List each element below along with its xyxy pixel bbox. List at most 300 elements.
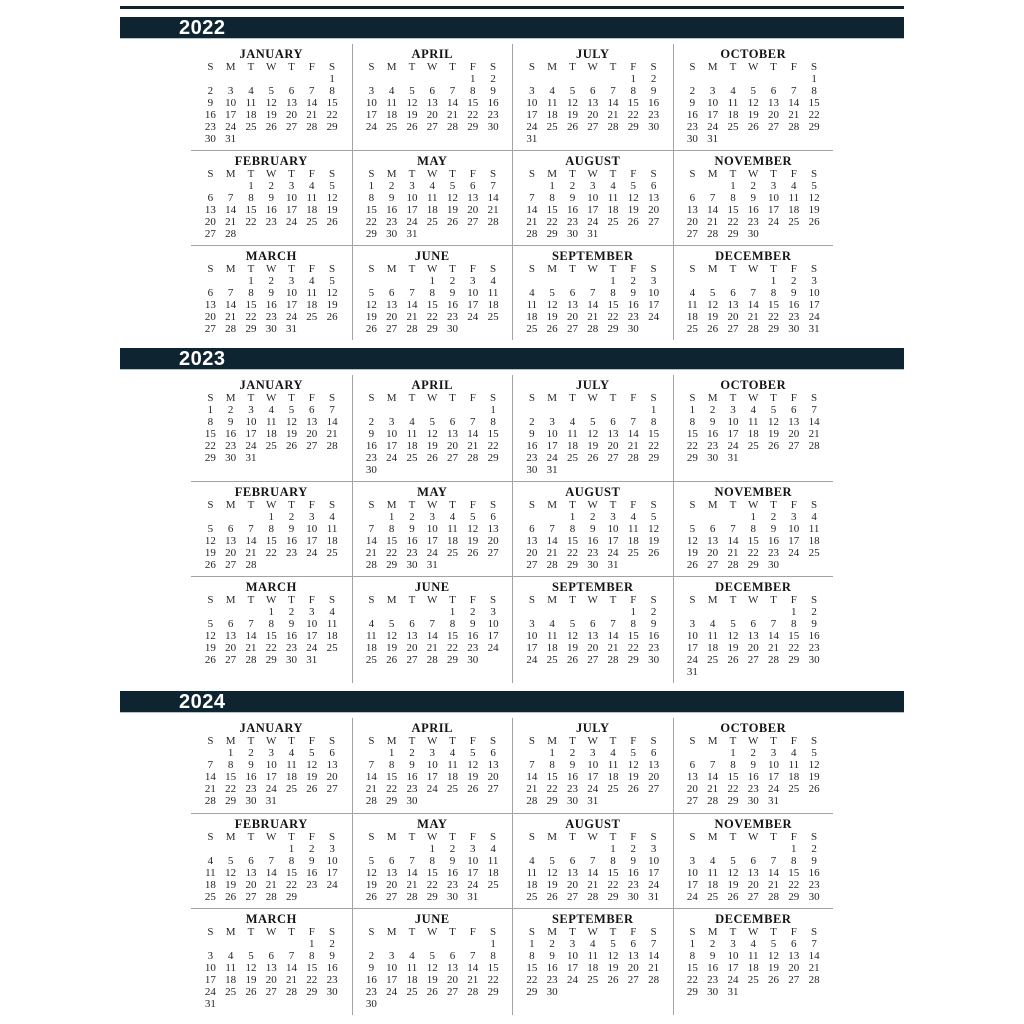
day-cell: 23: [204, 121, 216, 133]
day-cell: 5: [470, 511, 476, 523]
weekday-letter: M: [707, 499, 718, 511]
weekday-letter: S: [368, 61, 375, 73]
day-cell: 2: [709, 938, 716, 950]
empty-day-cell: [422, 938, 442, 950]
day-cell: 27: [526, 559, 538, 571]
week-row: [361, 109, 503, 121]
day-cell: 14: [768, 630, 780, 642]
day-cell: 3: [490, 606, 496, 618]
day-cell: 18: [607, 204, 619, 216]
day-cell: 6: [589, 85, 596, 97]
empty-day-cell: [723, 666, 743, 678]
day-cell: 30: [707, 452, 719, 464]
day-cell: 20: [406, 642, 418, 654]
day-cell: 5: [288, 404, 295, 416]
weekday-letter: S: [811, 392, 818, 404]
day-cell: 27: [707, 559, 719, 571]
empty-day-cell: [361, 843, 381, 855]
month-title: FEBRUARY: [234, 154, 308, 168]
day-cell: 25: [707, 891, 719, 903]
day-cell: 13: [265, 962, 277, 974]
month-cell: [191, 375, 352, 481]
day-cell: 23: [365, 986, 377, 998]
day-cell: 21: [768, 879, 780, 891]
day-cell: 1: [288, 843, 295, 855]
month-weeks: [522, 180, 664, 240]
day-cell: 2: [227, 404, 234, 416]
day-cell: 27: [326, 783, 338, 795]
weekday-letter: F: [469, 926, 476, 938]
month-weeks: [200, 938, 342, 1010]
weekday-letter: S: [490, 831, 497, 843]
day-cell: 16: [566, 771, 578, 783]
day-cell: 13: [607, 428, 619, 440]
day-cell: 31: [265, 795, 277, 807]
day-cell: 28: [546, 559, 558, 571]
week-row: [522, 559, 664, 571]
day-cell: 4: [329, 606, 335, 618]
month-title: NOVEMBER: [714, 485, 793, 499]
day-cell: 4: [268, 404, 274, 416]
week-row: [361, 547, 503, 559]
day-cell: 15: [286, 867, 298, 879]
week-row: [682, 228, 824, 240]
day-cell: 30: [326, 986, 338, 998]
day-cell: 21: [707, 216, 719, 228]
week-row: [200, 228, 342, 240]
day-cell: 1: [549, 747, 555, 759]
weekday-letter: T: [729, 61, 737, 73]
weekday-letter: T: [770, 392, 777, 404]
week-row: [682, 759, 824, 771]
day-cell: 13: [648, 192, 660, 204]
day-cell: 18: [707, 879, 719, 891]
day-cell: 23: [326, 974, 338, 986]
weekday-letter: S: [811, 735, 818, 747]
week-row: [200, 535, 342, 547]
day-cell: 21: [627, 440, 639, 452]
week-row: [522, 464, 664, 476]
weekday-letter: W: [427, 168, 438, 180]
weekday-letter: S: [207, 831, 214, 843]
week-row: [361, 523, 503, 535]
day-cell: 17: [546, 440, 558, 452]
weekday-letter: F: [308, 594, 315, 606]
day-cell: 31: [587, 795, 599, 807]
day-cell: 25: [487, 879, 499, 891]
month-cell: [191, 245, 352, 340]
day-cell: 6: [449, 950, 456, 962]
empty-day-cell: [703, 275, 723, 287]
week-row: [361, 950, 503, 962]
empty-day-cell: [422, 464, 442, 476]
day-cell: 26: [808, 216, 820, 228]
day-cell: 10: [768, 759, 780, 771]
day-cell: 26: [747, 121, 759, 133]
weekday-letter: M: [225, 735, 236, 747]
day-cell: 9: [288, 618, 295, 630]
weekday-header: [522, 499, 664, 511]
day-cell: 4: [811, 511, 817, 523]
empty-day-cell: [422, 404, 442, 416]
day-cell: 13: [566, 299, 578, 311]
weekday-letter: W: [427, 735, 438, 747]
month-day-grid: [361, 831, 503, 903]
day-cell: 24: [467, 311, 479, 323]
day-cell: 11: [406, 962, 418, 974]
day-cell: 28: [225, 323, 237, 335]
day-cell: 4: [750, 938, 756, 950]
day-cell: 22: [487, 974, 499, 986]
day-cell: 28: [225, 228, 237, 240]
day-cell: 12: [286, 416, 298, 428]
month-day-grid: [200, 499, 342, 571]
week-row: [522, 891, 664, 903]
day-cell: 6: [529, 523, 535, 535]
day-cell: 25: [487, 311, 499, 323]
day-cell: 23: [627, 879, 639, 891]
day-cell: 3: [248, 404, 254, 416]
day-cell: 13: [566, 867, 578, 879]
day-cell: 30: [225, 452, 237, 464]
empty-day-cell: [763, 843, 783, 855]
day-cell: 24: [727, 974, 739, 986]
week-row: [200, 311, 342, 323]
day-cell: 9: [529, 428, 535, 440]
day-cell: 12: [204, 630, 216, 642]
empty-day-cell: [623, 133, 643, 145]
day-cell: 15: [627, 97, 639, 109]
weekday-header-row: [361, 61, 503, 73]
month-day-grid: [361, 594, 503, 666]
day-cell: 7: [368, 759, 375, 771]
week-row: [361, 464, 503, 476]
day-cell: 6: [610, 416, 616, 428]
empty-day-cell: [603, 404, 623, 416]
weekday-letter: T: [729, 263, 737, 275]
day-cell: 13: [487, 759, 499, 771]
day-cell: 22: [768, 311, 780, 323]
day-cell: 24: [788, 547, 800, 559]
week-row: [682, 855, 824, 867]
day-cell: 23: [808, 642, 820, 654]
day-cell: 22: [747, 547, 759, 559]
day-cell: 27: [487, 547, 499, 559]
week-row: [200, 962, 342, 974]
day-cell: 1: [630, 73, 637, 85]
weekday-letter: M: [386, 594, 397, 606]
empty-day-cell: [382, 606, 402, 618]
day-cell: 7: [730, 523, 736, 535]
weekday-header-row: [522, 499, 664, 511]
month-cell: [352, 44, 513, 150]
day-cell: 20: [587, 642, 599, 654]
empty-day-cell: [643, 228, 663, 240]
day-cell: 24: [245, 440, 257, 452]
empty-day-cell: [382, 843, 402, 855]
day-cell: 12: [386, 630, 398, 642]
week-row: [522, 440, 664, 452]
weekday-letter: S: [650, 392, 657, 404]
day-cell: 1: [791, 843, 797, 855]
empty-day-cell: [784, 559, 804, 571]
day-cell: 18: [386, 109, 398, 121]
day-cell: 16: [467, 630, 479, 642]
week-row: [682, 452, 824, 464]
months-grid: [191, 44, 833, 340]
day-cell: 27: [727, 323, 739, 335]
empty-day-cell: [200, 511, 220, 523]
day-cell: 22: [526, 974, 538, 986]
weekday-header-row: [200, 392, 342, 404]
month-day-grid: [682, 594, 824, 678]
day-cell: 5: [268, 85, 274, 97]
month-weeks: [200, 511, 342, 571]
day-cell: 15: [326, 97, 338, 109]
weekday-letter: S: [528, 61, 535, 73]
weekday-header-row: [361, 594, 503, 606]
empty-day-cell: [784, 986, 804, 998]
day-cell: 11: [487, 855, 499, 867]
week-row: [522, 855, 664, 867]
weekday-header-row: [361, 735, 503, 747]
day-cell: 22: [808, 109, 820, 121]
week-row: [522, 180, 664, 192]
day-cell: 4: [388, 85, 395, 97]
day-cell: 11: [205, 867, 216, 879]
years-container: [120, 17, 904, 1015]
weekday-letter: T: [449, 168, 456, 180]
weekday-letter: S: [528, 594, 535, 606]
day-cell: 4: [288, 747, 295, 759]
weekday-letter: F: [308, 168, 315, 180]
day-cell: 22: [686, 974, 698, 986]
day-cell: 25: [265, 440, 277, 452]
day-cell: 27: [686, 228, 698, 240]
day-cell: 10: [467, 287, 479, 299]
day-cell: 1: [388, 511, 395, 523]
weekday-header-row: [682, 168, 824, 180]
day-cell: 1: [569, 511, 576, 523]
day-cell: 22: [607, 879, 619, 891]
day-cell: 26: [365, 323, 377, 335]
day-cell: 15: [788, 630, 800, 642]
day-cell: 3: [791, 511, 797, 523]
day-cell: 8: [630, 85, 637, 97]
weekday-letter: M: [386, 392, 397, 404]
month-weeks: [682, 511, 824, 571]
day-cell: 12: [727, 630, 739, 642]
week-row: [522, 867, 664, 879]
day-cell: 26: [648, 547, 660, 559]
day-cell: 23: [526, 452, 538, 464]
weekday-letter: T: [288, 499, 295, 511]
day-cell: 14: [245, 535, 257, 547]
weekday-letter: S: [207, 168, 214, 180]
month-weeks: [522, 511, 664, 571]
day-cell: 24: [648, 879, 660, 891]
weekday-letter: S: [329, 168, 336, 180]
day-cell: 4: [409, 950, 415, 962]
empty-day-cell: [703, 843, 723, 855]
day-cell: 6: [288, 85, 295, 97]
day-cell: 13: [587, 630, 599, 642]
weekday-letter: M: [707, 594, 718, 606]
day-cell: 5: [227, 855, 234, 867]
empty-day-cell: [382, 998, 402, 1010]
day-cell: 28: [808, 974, 820, 986]
day-cell: 13: [326, 759, 338, 771]
day-cell: 29: [566, 559, 578, 571]
day-cell: 19: [808, 771, 820, 783]
empty-day-cell: [261, 73, 281, 85]
empty-day-cell: [221, 73, 241, 85]
weekday-letter: F: [308, 263, 315, 275]
week-row: [682, 950, 824, 962]
empty-day-cell: [743, 666, 763, 678]
day-cell: 10: [546, 428, 558, 440]
day-cell: 13: [627, 950, 639, 962]
weekday-letter: S: [329, 499, 336, 511]
month-title: JUNE: [414, 249, 450, 263]
day-cell: 23: [225, 440, 237, 452]
day-cell: 29: [286, 891, 298, 903]
week-row: [682, 962, 824, 974]
day-cell: 22: [365, 216, 377, 228]
weekday-header: [522, 168, 664, 180]
weekday-letter: T: [770, 168, 777, 180]
empty-day-cell: [562, 133, 582, 145]
day-cell: 1: [650, 404, 657, 416]
day-cell: 14: [447, 97, 459, 109]
day-cell: 16: [747, 771, 759, 783]
weekday-letter: T: [729, 168, 737, 180]
day-cell: 27: [467, 216, 479, 228]
weekday-letter: W: [748, 61, 759, 73]
month-day-grid: [522, 61, 664, 145]
day-cell: 21: [648, 962, 660, 974]
day-cell: 2: [490, 73, 496, 85]
weekday-letter: T: [770, 831, 777, 843]
weekday-letter: T: [729, 926, 737, 938]
day-cell: 26: [627, 216, 639, 228]
weekday-letter: T: [288, 831, 295, 843]
empty-day-cell: [562, 606, 582, 618]
day-cell: 10: [727, 416, 739, 428]
day-cell: 23: [386, 216, 398, 228]
day-cell: 28: [587, 891, 599, 903]
weekday-letter: S: [689, 594, 696, 606]
empty-day-cell: [442, 464, 462, 476]
day-cell: 21: [526, 783, 538, 795]
day-cell: 27: [386, 323, 398, 335]
week-row: [522, 523, 664, 535]
day-cell: 4: [549, 85, 555, 97]
weekday-letter: S: [490, 392, 497, 404]
day-cell: 23: [788, 311, 800, 323]
month-cell: [512, 813, 673, 908]
day-cell: 13: [526, 535, 538, 547]
weekday-letter: W: [748, 392, 759, 404]
year-label: 2022: [179, 16, 226, 39]
day-cell: 2: [529, 416, 535, 428]
week-row: [522, 97, 664, 109]
day-cell: 9: [368, 962, 375, 974]
empty-day-cell: [281, 998, 301, 1010]
month-weeks: [682, 747, 824, 807]
day-cell: 21: [808, 428, 820, 440]
day-cell: 20: [225, 547, 237, 559]
day-cell: 15: [607, 867, 619, 879]
empty-day-cell: [562, 986, 582, 998]
day-cell: 3: [650, 843, 657, 855]
month-cell: [673, 718, 834, 813]
empty-day-cell: [562, 464, 582, 476]
day-cell: 27: [747, 654, 759, 666]
empty-day-cell: [442, 73, 462, 85]
day-cell: 30: [627, 891, 639, 903]
day-cell: 20: [768, 109, 780, 121]
month-title: DECEMBER: [715, 249, 792, 263]
day-cell: 18: [447, 771, 459, 783]
weekday-letter: F: [790, 735, 797, 747]
day-cell: 27: [788, 440, 800, 452]
weekday-letter: S: [528, 168, 535, 180]
day-cell: 19: [265, 109, 277, 121]
day-cell: 10: [707, 97, 719, 109]
day-cell: 23: [627, 311, 639, 323]
empty-day-cell: [583, 133, 603, 145]
day-cell: 28: [245, 654, 257, 666]
empty-day-cell: [682, 747, 702, 759]
weekday-header-row: [361, 168, 503, 180]
day-cell: 11: [747, 416, 759, 428]
weekday-letter: W: [266, 926, 277, 938]
weekday-letter: S: [368, 168, 375, 180]
day-cell: 27: [566, 323, 578, 335]
month-weeks: [200, 180, 342, 240]
month-title: SEPTEMBER: [551, 912, 634, 926]
day-cell: 28: [467, 452, 479, 464]
week-row: [361, 275, 503, 287]
empty-day-cell: [804, 795, 824, 807]
day-cell: 12: [546, 299, 558, 311]
weekday-letter: W: [427, 263, 438, 275]
weekday-letter: M: [386, 263, 397, 275]
week-row: [522, 299, 664, 311]
empty-day-cell: [241, 606, 261, 618]
week-row: [522, 938, 664, 950]
day-cell: 16: [406, 771, 418, 783]
day-cell: 17: [286, 204, 298, 216]
day-cell: 24: [727, 440, 739, 452]
day-cell: 24: [306, 547, 318, 559]
day-cell: 8: [811, 85, 817, 97]
day-cell: 5: [730, 855, 736, 867]
weekday-header-row: [200, 735, 342, 747]
day-cell: 3: [288, 180, 295, 192]
weekday-letter: T: [408, 499, 416, 511]
empty-day-cell: [281, 452, 301, 464]
day-cell: 28: [648, 974, 660, 986]
weekday-header: [200, 926, 342, 938]
day-cell: 25: [788, 783, 800, 795]
week-row: [361, 938, 503, 950]
weekday-letter: M: [225, 594, 236, 606]
empty-day-cell: [442, 404, 462, 416]
day-cell: 3: [268, 747, 274, 759]
weekday-letter: T: [449, 263, 456, 275]
